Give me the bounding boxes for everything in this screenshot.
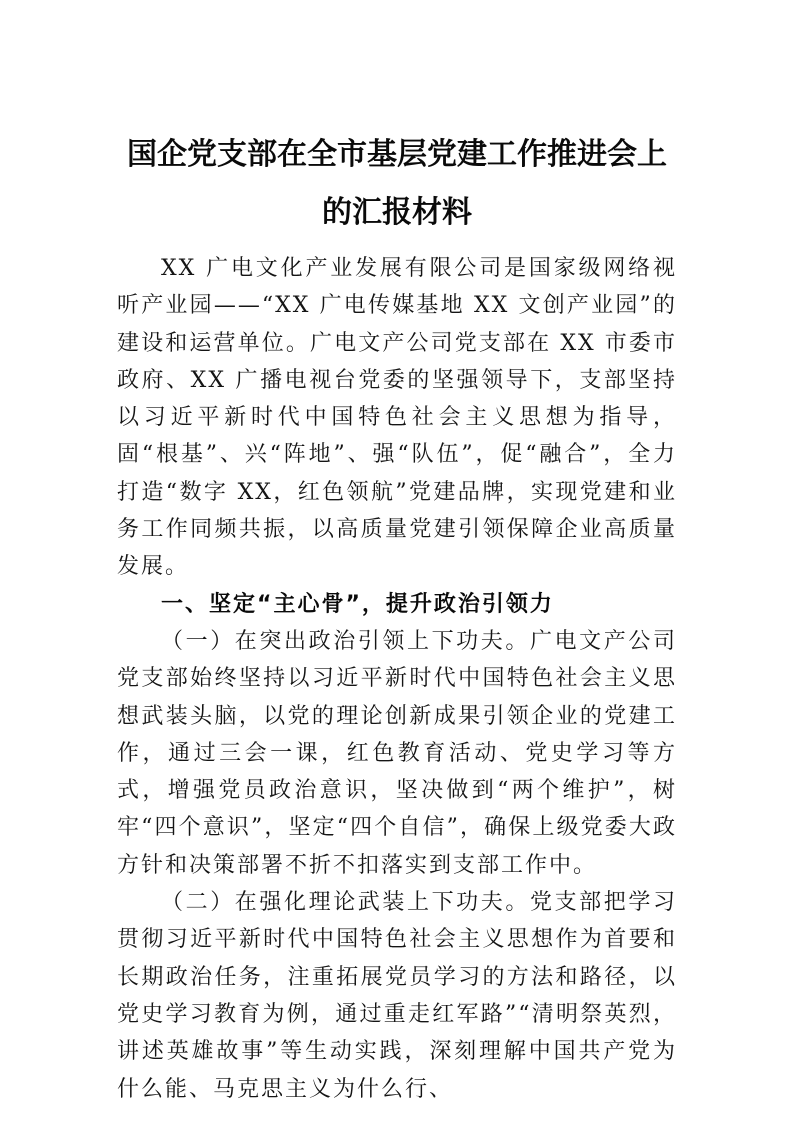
- paragraph-1: [117, 623, 677, 884]
- paragraph-2-lead: （二）在强化理论武装上下功夫。: [161, 890, 530, 916]
- paragraph-2-text: 党支部把学习贯彻习近平新时代中国特色社会主义思想作为首要和长期政治任务，注重拓展党员学习的方法和路径，以党史学习教育为例，通过重走红军路”“清明祭英烈，讲述英雄故事”等生动实践，深刻理解中国共产党为什么能、马克思主义为什么行、: [117, 890, 677, 1102]
- document-title: 国企党支部在全市基层党建工作推进会上的汇报材料: [127, 137, 667, 230]
- paragraph-2: [117, 884, 677, 1108]
- section-1-heading: 一、坚定“主心骨”，提升政治引领力: [161, 591, 554, 617]
- paragraph-1-lead: （一）在突出政治引领上下功夫。: [161, 628, 530, 654]
- intro-paragraph: XX 广电文化产业发展有限公司是国家级网络视听产业园——“XX 广电传媒基地 XX 文创产业园”的建设和运营单位。广电文产公司党支部在 XX 市委市政府、XX 广播电视台党委的坚强领导下，支部坚持以习近平新时代中国特色社会主义思想为指导，固“根基”、兴“阵地”、强“队伍”，促“融合”，全力打造“数字 XX，红色领航”党建品牌，实现党建和业务工作同频共振，以高质量党建引领保障企业高质量发展。: [117, 256, 677, 580]
- paragraph-1-text: 广电文产公司党支部始终坚持以习近平新时代中国特色社会主义思想武装头脑，以党的理论创新成果引领企业的党建工作，通过三会一课，红色教育活动、党史学习等方式，增强党员政治意识，坚决做到“两个维护”，树牢“四个意识”，坚定“四个自信”，确保上级党委大政方针和决策部署不折不扣落实到支部工作中。: [117, 628, 677, 878]
